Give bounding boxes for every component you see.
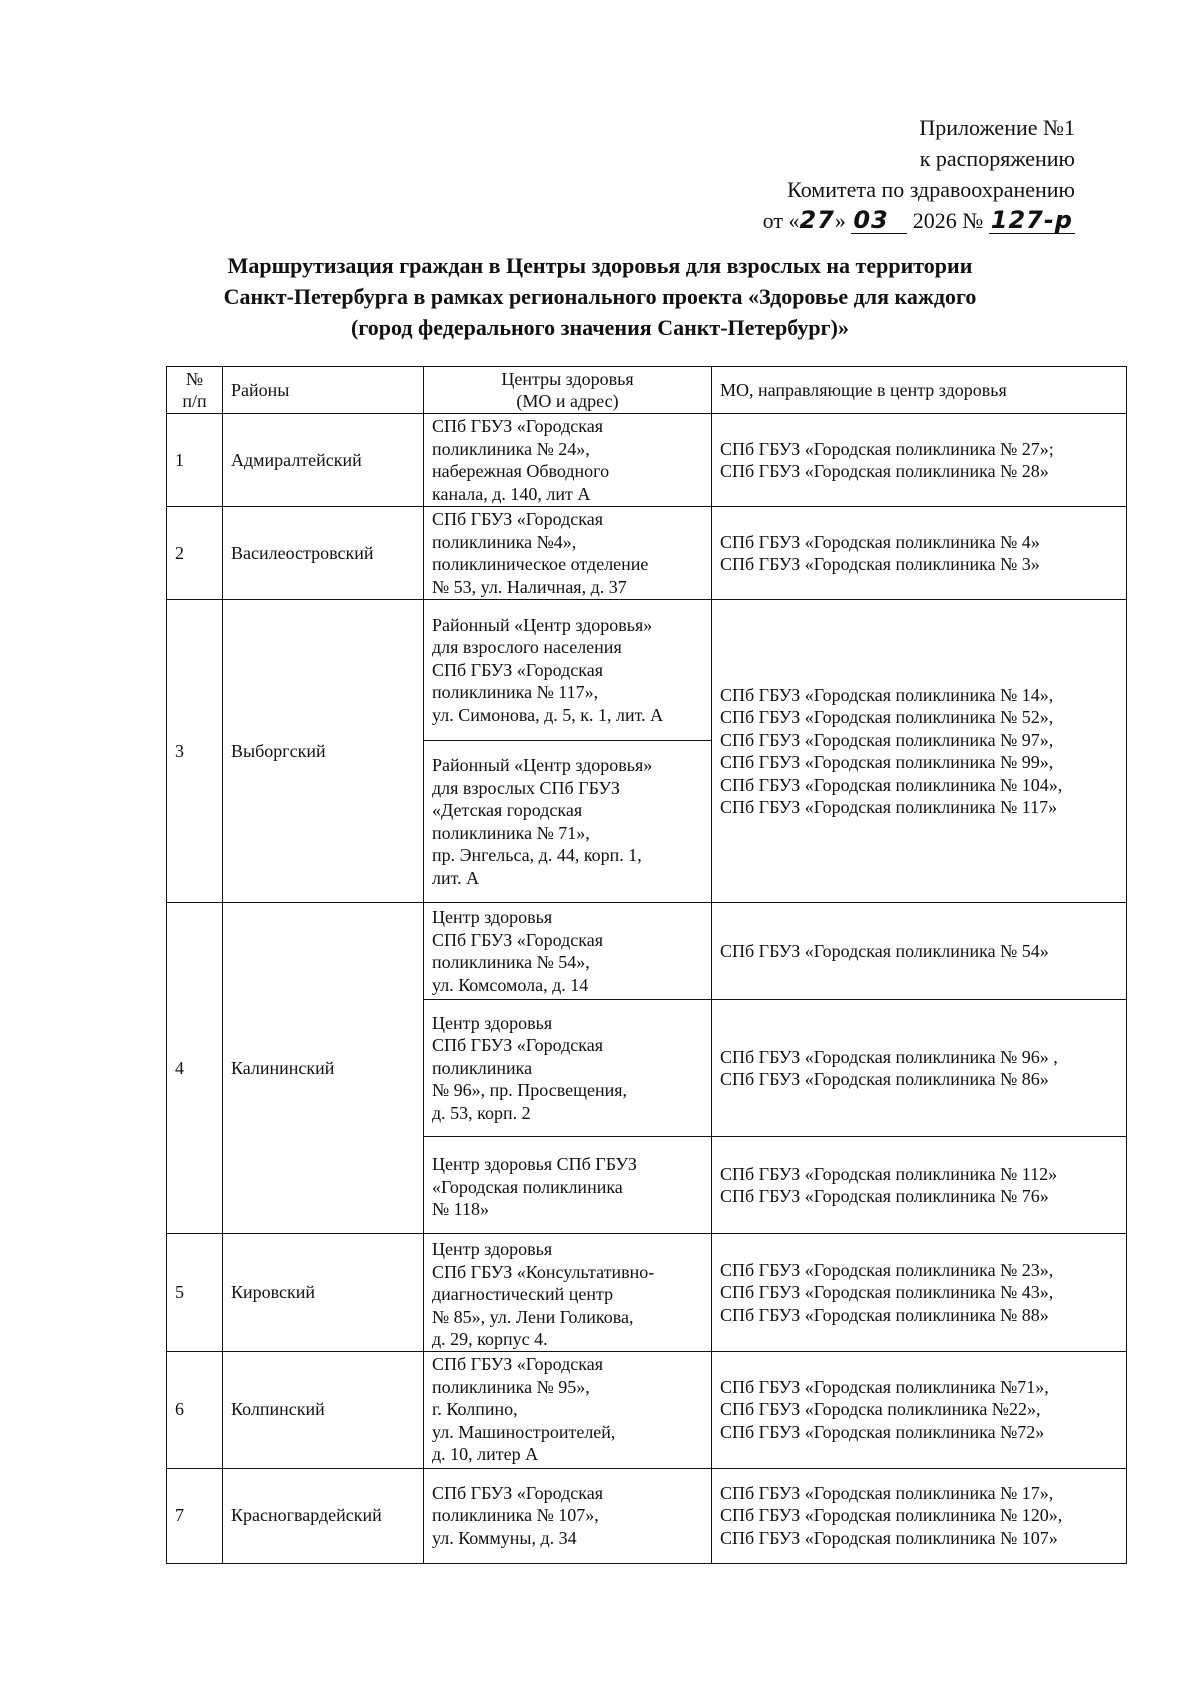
district-name: Василеостровский [223,507,424,600]
district-name: Колпинский [223,1351,424,1468]
title-line: (город федерального значения Санкт-Петербург)» [351,315,849,340]
doc-number-handwritten: 127-р [990,206,1073,234]
district-name: Калининский [223,903,424,1234]
appendix-title: Приложение №1 [919,115,1075,140]
district-name: Кировский [223,1234,424,1352]
health-center-cell: СПб ГБУЗ «Городская поликлиника № 95», г. Колпино, ул. Машиностроителей, д. 10, литер А [424,1351,712,1468]
health-center-cell: Центр здоровья СПб ГБУЗ «Городская поликлиника № 118» [424,1137,712,1234]
table-row [167,414,1127,507]
health-center-cell: СПб ГБУЗ «Городская поликлиника № 107», ул. Коммуны, д. 34 [424,1468,712,1563]
health-center-cell: Центр здоровья СПб ГБУЗ «Городская поликлиника № 54», ул. Комсомола, д. 14 [424,903,712,1000]
health-center-cell: Центр здоровья СПб ГБУЗ «Консультативно- диагностический центр № 85», ул. Лени Голикова, д. 29, корпус 4. [424,1234,712,1352]
row-number: 5 [167,1234,223,1352]
date-year: 2026 № [912,208,984,233]
table-header-row [167,367,1127,414]
district-name: Красногвардейский [223,1468,424,1563]
health-center-cell: Центр здоровья СПб ГБУЗ «Городская поликлиника № 96», пр. Просвещения, д. 53, корп. 2 [424,1000,712,1137]
header-num: № п/п [167,367,223,414]
row-number: 7 [167,1468,223,1563]
table-row [167,600,1127,741]
header-centers: Центры здоровья (МО и адрес) [424,367,712,414]
health-center-cell: Районный «Центр здоровья» для взрослых СПб ГБУЗ «Детская городская поликлиника № 71», пр. Энгельса, д. 44, корп. 1, лит. А [424,741,712,903]
referring-orgs-cell: СПб ГБУЗ «Городская поликлиника № 96» , СПб ГБУЗ «Городская поликлиника № 86» [712,1000,1127,1137]
table-row [167,1351,1127,1468]
health-center-cell: СПб ГБУЗ «Городская поликлиника № 24», набережная Обводного канала, д. 140, лит А [424,414,712,507]
health-center-cell: СПб ГБУЗ «Городская поликлиника №4», поликлиническое отделение № 53, ул. Наличная, д. 37 [424,507,712,600]
header-district: Районы [223,367,424,414]
date-day-handwritten: 27 [799,206,835,234]
row-number: 1 [167,414,223,507]
date-month-field [851,208,907,234]
title-line: Санкт-Петербурга в рамках регионального проекта «Здоровье для каждого [223,284,977,309]
table-row [167,507,1127,600]
referring-orgs-cell: СПб ГБУЗ «Городская поликлиника № 4» СПб ГБУЗ «Городская поликлиника № 3» [712,507,1127,600]
date-prefix: от « [762,208,800,233]
title-line: Маршрутизация граждан в Центры здоровья для взрослых на территории [227,253,973,278]
document-title [150,250,1050,343]
header-senders: МО, направляющие в центр здоровья [712,367,1127,414]
row-number: 2 [167,507,223,600]
district-name: Адмиралтейский [223,414,424,507]
appendix-date-line [763,205,1075,236]
row-number: 3 [167,600,223,903]
referring-orgs-cell: СПб ГБУЗ «Городская поликлиника № 54» [712,903,1127,1000]
district-name: Выборгский [223,600,424,903]
row-number: 6 [167,1351,223,1468]
date-mid: » [834,208,846,233]
appendix-committee: Комитета по здравоохранению [787,177,1075,202]
table-row [167,1468,1127,1563]
doc-number-field [989,208,1075,234]
referring-orgs-cell: СПб ГБУЗ «Городская поликлиника № 27»; СПб ГБУЗ «Городская поликлиника № 28» [712,414,1127,507]
appendix-order-ref: к распоряжению [919,146,1075,171]
referring-orgs-cell: СПб ГБУЗ «Городская поликлиника № 23», СПб ГБУЗ «Городская поликлиника № 43», СПб ГБУЗ «Городская поликлиника № 88» [712,1234,1127,1352]
referring-orgs-cell: СПб ГБУЗ «Городская поликлиника №71», СПб ГБУЗ «Городска поликлиника №22», СПб ГБУЗ «Городская поликлиника №72» [712,1351,1127,1468]
referring-orgs-cell: СПб ГБУЗ «Городская поликлиника № 112» СПб ГБУЗ «Городская поликлиника № 76» [712,1137,1127,1234]
date-month-handwritten: 03 [853,206,889,234]
appendix-block [763,112,1075,236]
referring-orgs-cell: СПб ГБУЗ «Городская поликлиника № 17», СПб ГБУЗ «Городская поликлиника № 120», СПб ГБУЗ «Городская поликлиника № 107» [712,1468,1127,1563]
referring-orgs-cell: СПб ГБУЗ «Городская поликлиника № 14», СПб ГБУЗ «Городская поликлиника № 52», СПб ГБУЗ «Городская поликлиника № 97», СПб ГБУЗ «Городская поликлиника № 99», СПб ГБУЗ «Городская поликлиника № 104», СПб ГБУЗ «Городская поликлиника № 117» [712,600,1127,903]
row-number: 4 [167,903,223,1234]
routing-table [166,366,1127,1564]
table-row [167,1234,1127,1352]
health-center-cell: Районный «Центр здоровья» для взрослого населения СПб ГБУЗ «Городская поликлиника № 117», ул. Симонова, д. 5, к. 1, лит. А [424,600,712,741]
table-row [167,903,1127,1000]
